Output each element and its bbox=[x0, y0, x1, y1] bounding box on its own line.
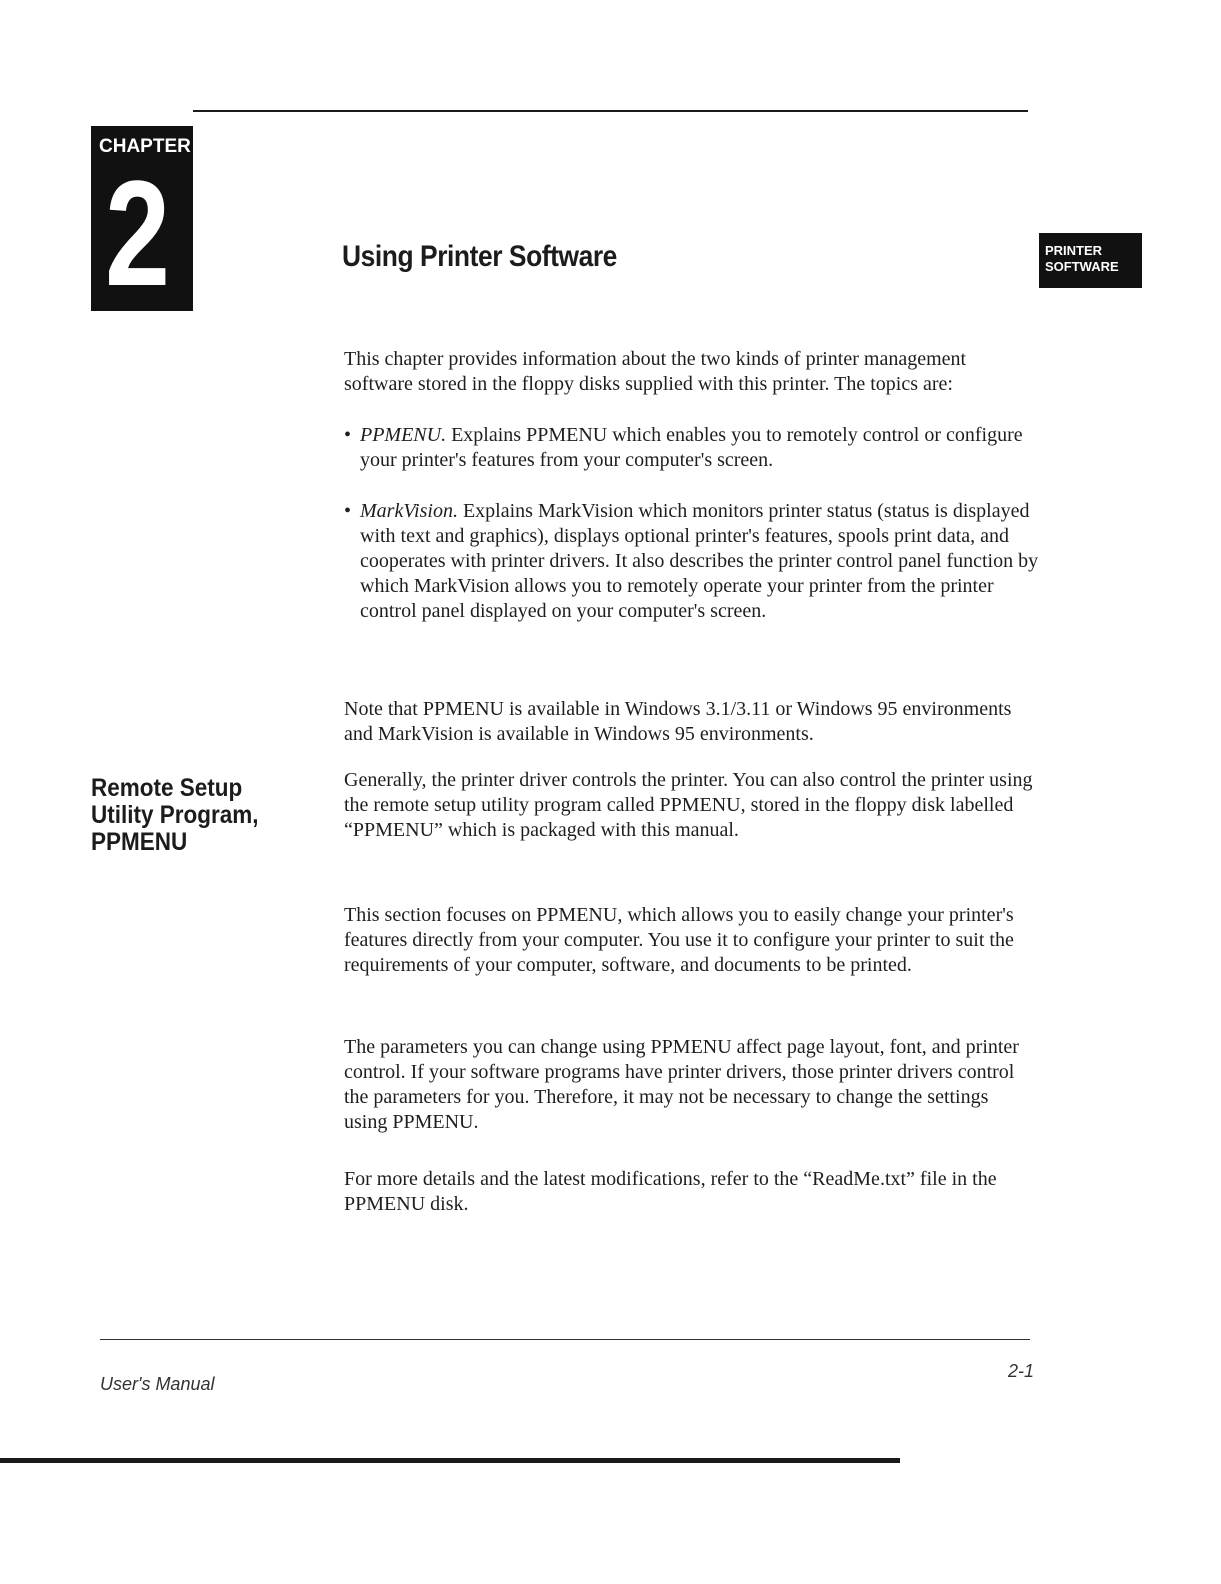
chapter-label: CHAPTER bbox=[99, 136, 191, 157]
section-paragraph: This section focuses on PPMENU, which allows you to easily change your printer's features directly from your computer. You use it to configure your printer to suit the requirements of your computer, software, and documents to be printed. bbox=[344, 904, 1014, 976]
section-paragraph: For more details and the latest modifications, refer to the “ReadMe.txt” file in the PPMENU disk. bbox=[344, 1168, 997, 1215]
bullet-dot: • bbox=[344, 424, 352, 446]
section-tab bbox=[1039, 233, 1142, 288]
section-paragraph: Generally, the printer driver controls the printer. You can also control the printer using the remote setup utility program called PPMENU, stored in the floppy disk labelled “PPMENU” which is packaged with this manual. bbox=[344, 769, 1033, 841]
bullet-markvision bbox=[344, 499, 1040, 624]
intro-paragraph: This chapter provides information about the two kinds of printer management software stored in the floppy disks supplied with this printer. The topics are: bbox=[344, 348, 967, 395]
footer-manual-title: User's Manual bbox=[100, 1374, 215, 1394]
footer-rule bbox=[100, 1339, 1030, 1340]
note-paragraph: Note that PPMENU is available in Windows 3.1/3.11 or Windows 95 environments and MarkVision is available in Windows 95 environments. bbox=[344, 698, 1012, 745]
bullet-term: PPMENU. bbox=[360, 424, 447, 446]
section-heading-line3: PPMENU bbox=[91, 828, 188, 856]
bullet-dot: • bbox=[344, 500, 352, 522]
bottom-rule bbox=[0, 1458, 900, 1463]
chapter-number: 2 bbox=[105, 149, 171, 317]
bullet-text: Explains MarkVision which monitors printer status (status is displayed with text and graphics), displays optional printer's features, spools print data, and cooperates with printer drivers. It also describes the printer control panel function by which MarkVision allows you to remotely operate your printer from the printer control panel displayed on your computer's screen. bbox=[360, 500, 1039, 622]
bullet-term: MarkVision. bbox=[360, 500, 458, 522]
section-paragraph: The parameters you can change using PPMENU affect page layout, font, and printer control. If your software programs have printer drivers, those printer drivers control the parameters for you. Therefore, it may not be necessary to change the settings using PPMENU. bbox=[344, 1036, 1019, 1133]
bullet-text: Explains PPMENU which enables you to remotely control or configure your printer's features from your computer's screen. bbox=[360, 424, 1023, 471]
top-rule bbox=[193, 110, 1028, 112]
section-heading bbox=[91, 775, 289, 856]
chapter-badge bbox=[91, 126, 193, 317]
section-tab-line1: PRINTER bbox=[1045, 243, 1103, 258]
section-tab-line2: SOFTWARE bbox=[1045, 259, 1119, 274]
section-heading-line2: Utility Program, bbox=[91, 801, 259, 829]
page-title: Using Printer Software bbox=[342, 240, 617, 273]
bullet-ppmenu bbox=[344, 423, 1040, 473]
page-number: 2-1 bbox=[1008, 1361, 1035, 1381]
section-heading-line1: Remote Setup bbox=[91, 774, 243, 802]
